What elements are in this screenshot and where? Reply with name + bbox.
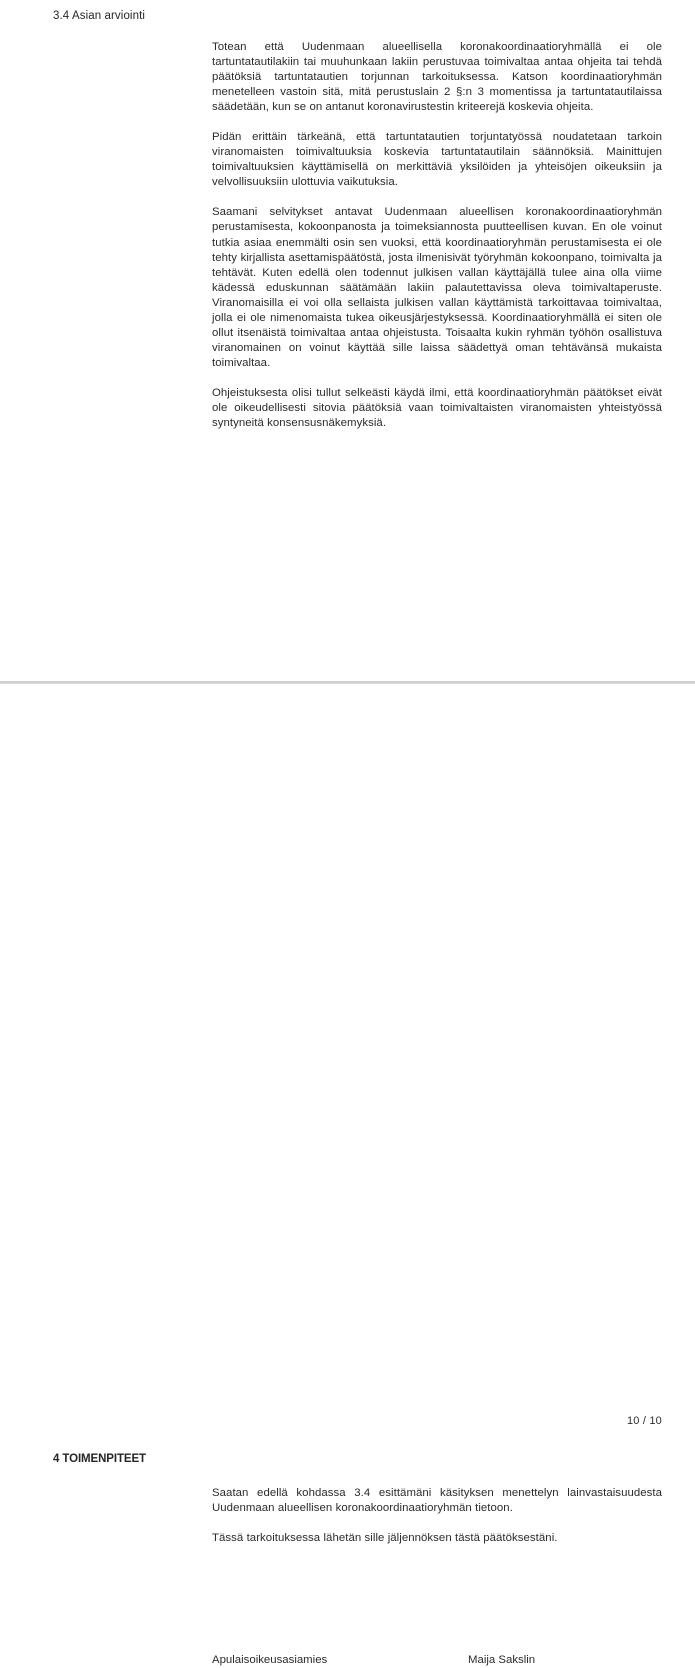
paragraph: Totean että Uudenmaan alueellisella koronakoordinaatioryhmällä ei ole tartuntatautilakiin tai muuhunkaan lakiin perustuvaa toimivaltaa antaa ohjeita tai tehdä päätöksiä tartuntatautien torjunnan tarkoituksessa. Katson koordinaatioryhmän menetelleen vastoin sitä, mitä perustuslain 2 §:n 3 momentissa ja tartuntatautilaissa säädetään, kun se on antanut koronavirustestin kriteerejä koskevia ohjeita. [212,41,662,114]
section-heading-3-4: 3.4 Asian arviointi [53,10,146,22]
body-text-upper [212,40,662,431]
document-page-upper [0,0,695,682]
paragraph: Pidän erittäin tärkeänä, että tartuntatautien torjuntatyössä noudatetaan tarkoin viranomaisten toimivaltuuksia koskevia tartuntatautilain säännöksiä. Mainittujen toimivaltuuksien käyttämisellä on merkittäviä yksilöiden ja yhteisöjen oikeuksiin ja velvollisuuksiin ulottuvia vaikutuksia. [212,131,662,189]
signature-title: Apulaisoikeusasiamies [212,1654,328,1666]
paragraph: Saamani selvitykset antavat Uudenmaan alueellisen koronakoordinaatioryhmän perustamisesta, kokoonpanosta ja toimeksiannosta puutteellisen kuvan. En ole voinut tutkia asiaa enemmälti osin sen vuoksi, että koordinaatioryhmän perustamisesta ei ole tehty kirjallista asettamispäätöstä, josta ilmenisivät työryhmän kokoonpano, toimivalta ja tehtävät. Kuten edellä olen todennut julkisen vallan käyttäjällä tulee aina olla viime kädessä eduskunnan säätämään lakiin palautettavissa oleva toimivaltaperuste. Viranomaisilla ei voi olla sellaista julkisen vallan käyttämistä tarkoittavaa toimivaltaa, jolla ei ole nimenomaista tukea oikeusjärjestyksessä. Koordinaatioryhmällä ei siten ole ollut itsenäistä toimivaltaa antaa ohjeistusta. Toisaalta kukin ryhmän työhön osallistuva viranomainen on voinut käyttää sille laissa säädettyä oman tehtävänsä mukaista toimivaltaa. [212,206,662,369]
page-number: 10 / 10 [626,1415,662,1427]
paragraph: Saatan edellä kohdassa 3.4 esittämäni käsityksen menettelyn lainvastaisuudesta Uudenmaan alueellisen koronakoordinaatioryhmän tietoon. [212,1487,662,1515]
body-text-lower [212,1486,662,1546]
section-heading-4-toimenpiteet: 4 TOIMENPITEET [53,1453,146,1465]
document-page-lower [0,684,695,1666]
signature-name: Maija Sakslin [468,1654,536,1666]
paragraph: Tässä tarkoituksessa lähetän sille jäljennöksen tästä päätöksestäni. [212,1532,558,1545]
paragraph: Ohjeistuksesta olisi tullut selkeästi käydä ilmi, että koordinaatioryhmän päätökset eivät ole oikeudellisesti sitovia päätöksiä vaan toimivaltaisten viranomaisten yhteistyössä syntyneitä konsensusnäkemyksiä. [212,386,662,430]
